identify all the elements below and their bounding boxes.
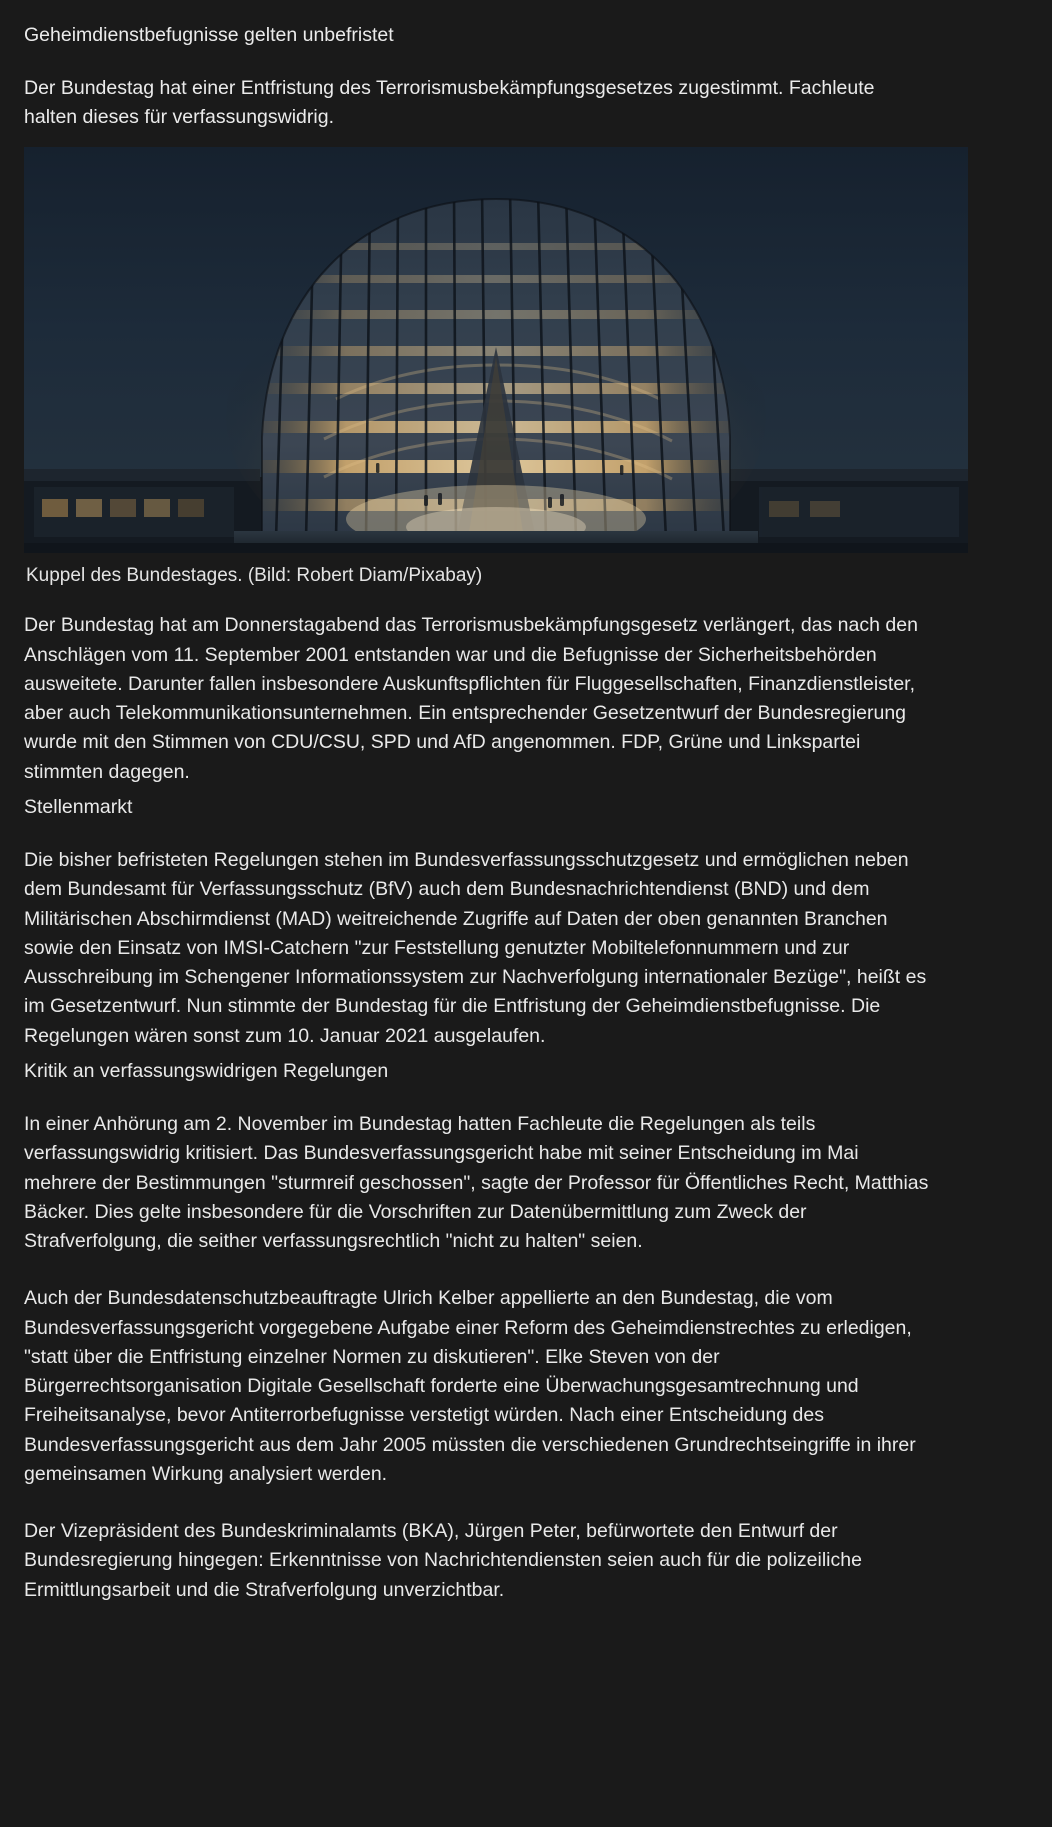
- inline-label-stellenmarkt: Stellenmarkt: [24, 795, 133, 818]
- paragraph-spacer: [24, 1262, 1028, 1284]
- article-paragraph-1: Der Bundestag hat am Donnerstagabend das Terrorismusbekämpfungsgesetz verlängert, das nach den Anschlägen vom 11. September 2001 entstanden war und die Befugnisse der Sicherheitsbehörden ausweitete. Darunter fallen insbesondere Auskunftspflichten für Fluggesellschaften, Finanzdienstleister, aber auch Telekommunikationsunternehmen. Ein entsprechender Gesetzentwurf der Bundesregierung wurde mit den Stimmen von CDU/CSU, SPD und AfD angenommen. FDP, Grüne und Linkspartei stimmten dagegen.: [24, 614, 918, 783]
- image-caption: Kuppel des Bundestages. (Bild: Robert Diam/Pixabay): [26, 564, 483, 586]
- article-paragraph-4: Auch der Bundesdatenschutzbeauftragte Ulrich Kelber appellierte an den Bundestag, die vom Bundesverfassungsgericht vorgegebene Aufgabe einer Reform des Geheimdienstrechtes zu erledigen, "statt über die Entfristung einzelner Normen zu diskutieren". Elke Steven von der Bürgerrechtsorganisation Digitale Gesellschaft forderte eine Überwachungsgesamtrechnung und Freiheitsanalyse, bevor Antiterrorbefugnisse verstetigt würden. Nach einer Entscheidung des Bundesverfassungsgericht aus dem Jahr 2005 müssten die verschiedenen Grundrechtseingriffe in ihrer gemeinsamen Wirkung analysiert werden.: [24, 1287, 916, 1485]
- inline-label-kritik: Kritik an verfassungswidrigen Regelungen: [24, 1059, 389, 1082]
- page-title: Geheimdienstbefugnisse gelten unbefristet: [24, 24, 394, 46]
- reichstag-dome-photo: [24, 147, 968, 553]
- article-paragraph-2: Die bisher befristeten Regelungen stehen im Bundesverfassungsschutzgesetz und ermöglichen neben dem Bundesamt für Verfassungsschutz (BfV) auch dem Bundesnachrichtendienst (BND) und dem Militärischen Abschirmdienst (MAD) weitreichende Zugriffe auf Daten der oben genannten Branchen sowie den Einsatz von IMSI-Catchern "zur Feststellung genutzter Mobiltelefonnummern und zur Ausschreibung im Schengener Informationssystem zur Nachverfolgung internationaler Bezüge", heißt es im Gesetzentwurf. Nun stimmte der Bundestag für die Entfristung der Geheimdienstbefugnisse. Die Regelungen wären sonst zum 10. Januar 2021 ausgelaufen.: [24, 849, 927, 1047]
- article-standfirst: Der Bundestag hat einer Entfristung des Terrorismusbekämpfungsgesetzes zugestimmt. Fachleute halten dieses für verfassungswidrig.: [24, 77, 875, 128]
- paragraph-spacer-2: [24, 1495, 1028, 1517]
- article-paragraph-3: In einer Anhörung am 2. November im Bundestag hatten Fachleute die Regelungen als teils verfassungswidrig kritisiert. Das Bundesverfassungsgericht habe mit seiner Entscheidung im Mai mehrere der Bestimmungen "sturmreif geschossen", sagte der Professor für Öffentliches Recht, Matthias Bäcker. Dies gelte insbesondere für die Vorschriften zur Datenübermittlung zum Zweck der Strafverfolgung, die seither verfassungsrechtlich "nicht zu halten" seien.: [24, 1113, 929, 1253]
- article-paragraph-5: Der Vizepräsident des Bundeskriminalamts (BKA), Jürgen Peter, befürwortete den Entwurf der Bundesregierung hingegen: Erkenntnisse von Nachrichtendiensten seien auch für die polizeiliche Ermittlungsarbeit und die Strafverfolgung unverzichtbar.: [24, 1520, 862, 1601]
- article-figure: [24, 147, 968, 590]
